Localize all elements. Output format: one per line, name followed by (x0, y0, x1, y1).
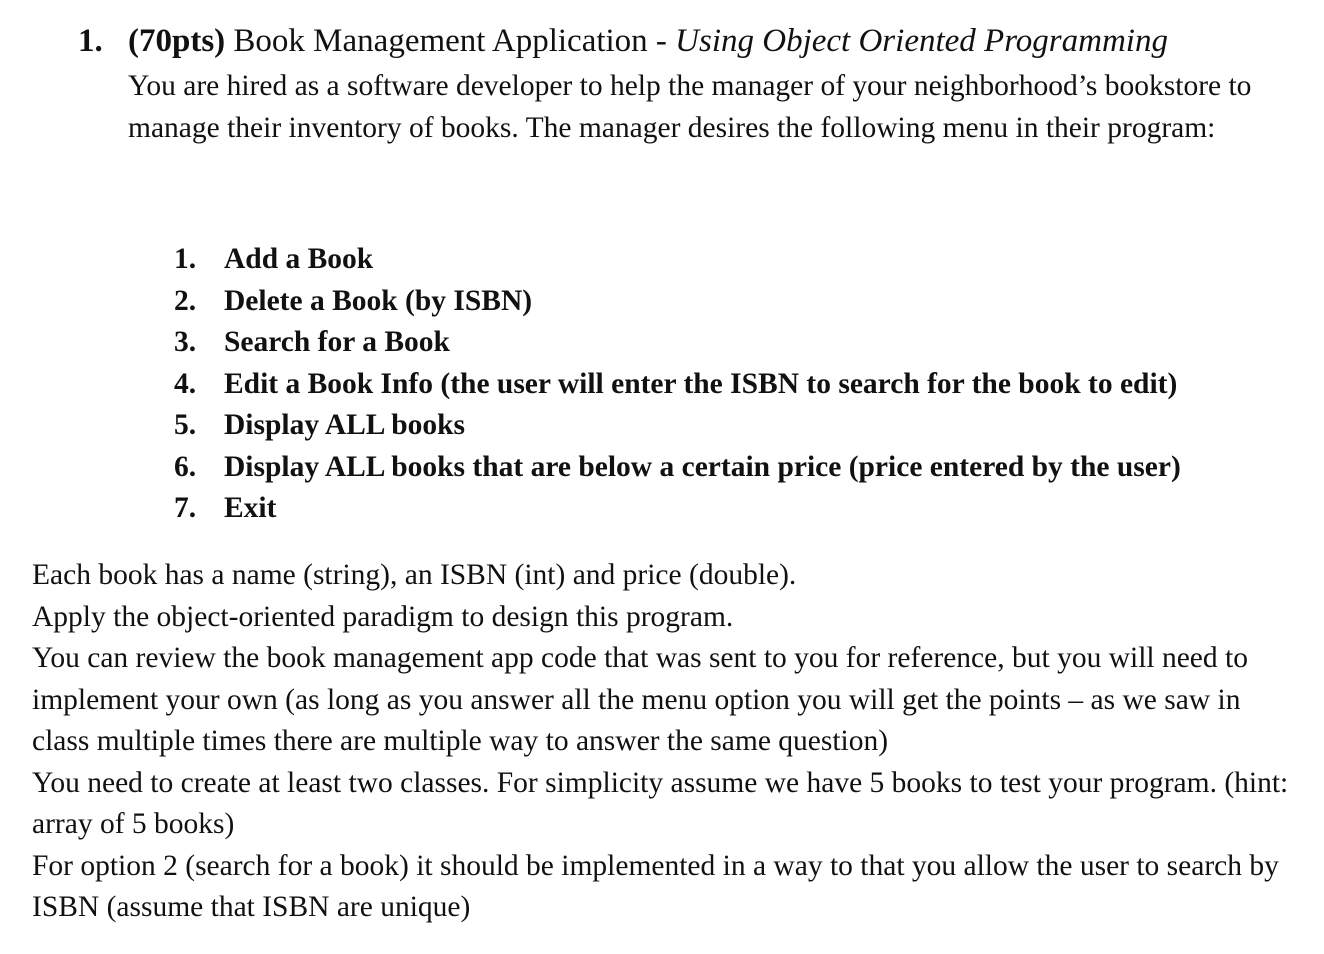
question-points: (70pts) (128, 23, 226, 59)
paragraph-book-fields: Each book has a name (string), an ISBN (int) and price (double). (32, 559, 797, 591)
question-number: 1. (78, 23, 103, 59)
menu-item-label: Add a Book (224, 243, 374, 275)
menu-list (174, 239, 1181, 530)
menu-item-label: Exit (224, 492, 277, 524)
paragraph-classes: You need to create at least two classes. For simplicity assume we have 5 books to test your program. (hint: array of 5 books) (32, 766, 1289, 840)
menu-item-number: 1. (174, 243, 197, 275)
requirements-text (32, 555, 1297, 929)
paragraph-reference-code: You can review the book management app code that was sent to you for reference, but you will need to implement your own (as long as you answer all the menu option you will get the points – as we saw in class multiple times there are multiple way to answer the same question) (32, 642, 1248, 757)
paragraph-oop: Apply the object-oriented paradigm to design this program. (32, 600, 734, 633)
question-subtitle: Using Object Oriented Programming (675, 23, 1168, 59)
menu-item (174, 405, 1181, 447)
menu-item (174, 281, 1181, 323)
menu-item (174, 447, 1181, 489)
menu-item (174, 322, 1181, 364)
menu-item-number: 2. (174, 284, 197, 317)
menu-item-number: 5. (174, 409, 197, 441)
question-title: Book Management Application - (233, 23, 667, 59)
menu-item-number: 6. (174, 450, 197, 483)
menu-item (174, 364, 1181, 406)
menu-item-label: Search for a Book (224, 326, 450, 358)
menu-item (174, 239, 1181, 281)
menu-item-label: Edit a Book Info (the user will enter the ISBN to search for the book to edit) (224, 367, 1178, 400)
menu-item-label: Delete a Book (by ISBN) (224, 284, 533, 317)
intro-paragraph: You are hired as a software developer to help the manager of your neighborhood’s bookstore to manage their inventory of books. The manager desires the following menu in their program: (128, 70, 1252, 144)
paragraph-search-option: For option 2 (search for a book) it should be implemented in a way to that you allow the user to search by ISBN (assume that ISBN are unique) (32, 849, 1279, 923)
menu-item (174, 488, 1181, 530)
menu-item-number: 4. (174, 367, 197, 400)
question-title-line (78, 18, 1298, 64)
question-header (78, 18, 1298, 64)
menu-item-label: Display ALL books that are below a certain price (price entered by the user) (224, 450, 1181, 483)
menu-item-label: Display ALL books (224, 409, 466, 441)
menu-item-number: 7. (174, 492, 197, 524)
menu-item-number: 3. (174, 326, 197, 358)
